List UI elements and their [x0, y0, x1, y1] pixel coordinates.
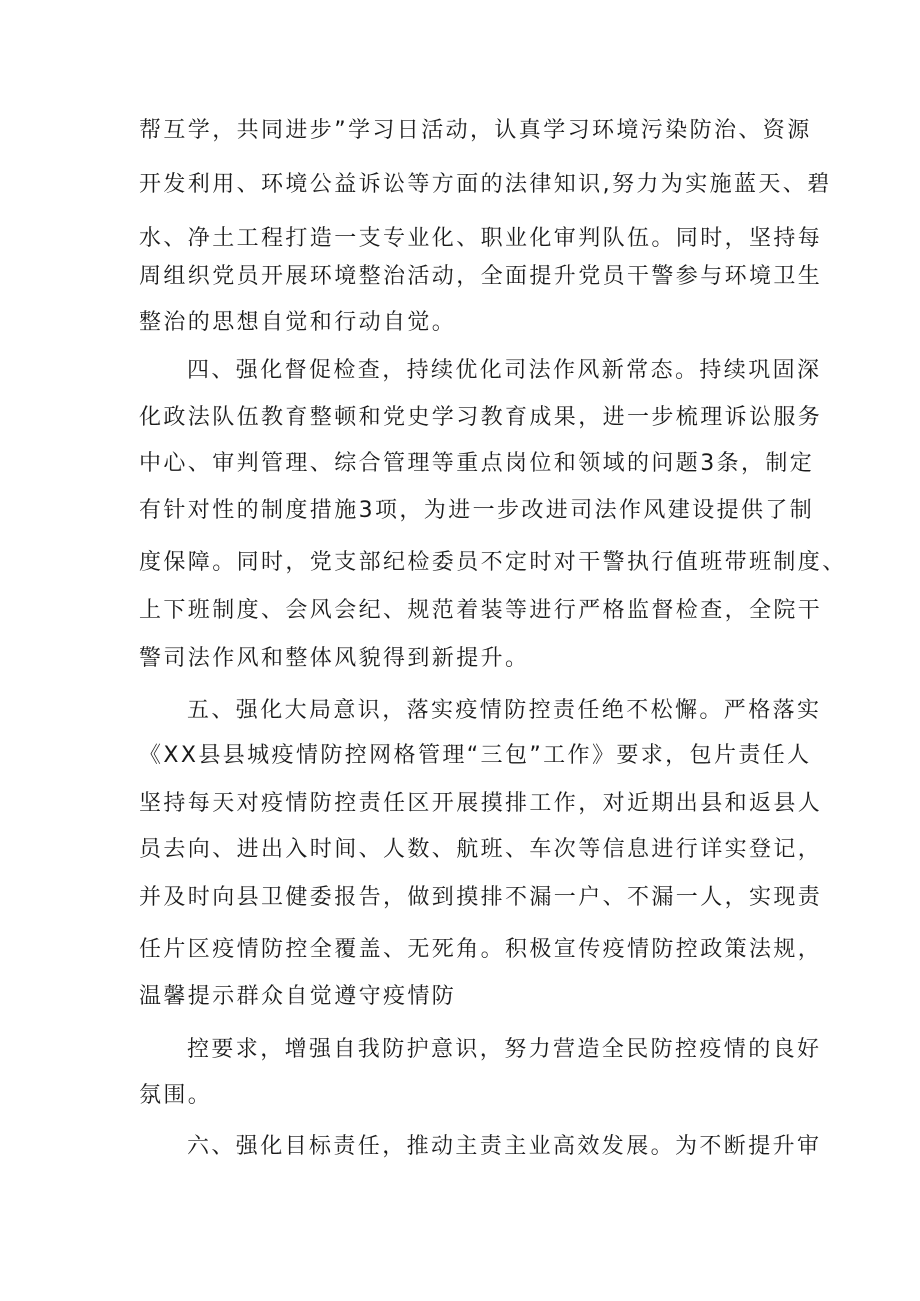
text-line: 水、净土工程打造一支专业化、职业化审判队伍。同时，坚持每	[139, 226, 823, 251]
text-line: 任片区疫情防控全覆盖、无死角。积极宣传疫情防控政策法规，	[139, 937, 823, 962]
text-line: 有针对性的制度措施3项，为进一步改进司法作风建设提供了制	[139, 498, 815, 523]
paragraph-heading-6: 六、强化目标责任，推动主责主业高效发展。为不断提升审	[187, 1134, 822, 1159]
text-line: 《XX县县城疫情防控网格管理“三包”工作》要求，包片责任人	[139, 743, 812, 768]
text-line: 温馨提示群众自觉遵守疫情防	[139, 984, 457, 1009]
text-line: 开发利用、环境公益诉讼等方面的法律知识,努力为实施蓝天、碧	[139, 172, 832, 197]
text-line: 警司法作风和整体风貌得到新提升。	[139, 646, 530, 671]
text-line: 氛围。	[139, 1083, 213, 1108]
text-line: 上下班制度、会风会纪、规范着装等进行严格监督检查，全院干	[139, 598, 823, 623]
text-line: 员去向、进出入时间、人数、航班、车次等信息进行详实登记，	[139, 837, 823, 862]
text-line: 坚持每天对疫情防控责任区开展摸排工作，对近期出县和返县人	[139, 791, 823, 816]
text-line: 控要求，增强自我防护意识，努力营造全民防控疫情的良好	[187, 1037, 822, 1062]
text-line: 化政法队伍教育整顿和党史学习教育成果，进一步梳理诉讼服务	[139, 405, 823, 430]
text-line: 度保障。同时，党支部纪检委员不定时对干警执行值班带班制度、	[139, 550, 847, 575]
paragraph-heading-4: 四、强化督促检查，持续优化司法作风新常态。持续巩固深	[187, 358, 822, 383]
text-line: 帮互学，共同进步”学习日活动，认真学习环境污染防治、资源	[139, 118, 812, 143]
paragraph-heading-5: 五、强化大局意识，落实疫情防控责任绝不松懈。严格落实	[187, 698, 822, 723]
text-line: 中心、审判管理、综合管理等重点岗位和领域的问题3条，制定	[139, 451, 815, 476]
text-line: 整治的思想自觉和行动自觉。	[139, 310, 457, 335]
text-line: 周组织党员开展环境整治活动，全面提升党员干警参与环境卫生	[139, 264, 823, 289]
text-line: 并及时向县卫健委报告，做到摸排不漏一户、不漏一人，实现责	[139, 885, 823, 910]
